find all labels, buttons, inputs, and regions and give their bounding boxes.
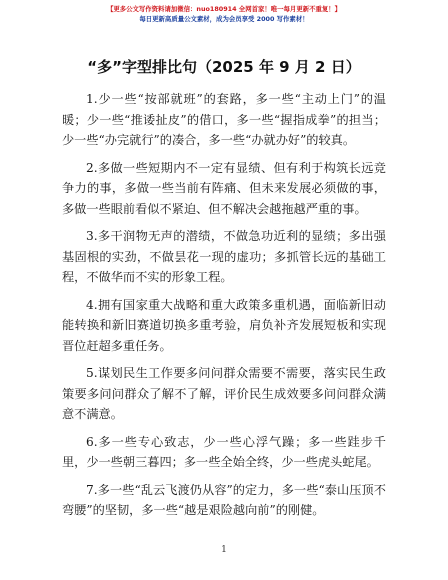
paragraph-7: 7.多一些“乱云飞渡仍从容”的定力，多一些“泰山压顶不弯腰”的坚韧，多一些“越是艰险越向前”的刚健。: [62, 482, 386, 517]
banner-member-line: 每日更新高质量公文素材，成为会员享受 2000 写作素材！: [139, 15, 309, 23]
paragraph-3: 3.多干润物无声的潜绩，不做急功近利的显绩；多出强基固根的实劲，不做昙花一现的虚功；多抓管长远的基础工程，不做华而不实的形象工程。: [62, 229, 386, 284]
paragraph-4: 4.拥有国家重大战略和重大政策多重机遇，面临新旧动能转换和新旧赛道切换多重考验，肩负补齐发展短板和实现晋位赶超多重任务。: [62, 297, 386, 353]
page-number: 1: [221, 545, 227, 555]
document-title: “多”字型排比句（2025 年 9 月 2 日）: [87, 58, 361, 76]
header-banner: [0, 4, 448, 24]
paragraph-1: 1.少一些“按部就班”的套路，多一些“主动上门”的温暖；少一些“推诿扯皮”的借口，多一些“握指成拳”的担当；少一些“办完就行”的凑合，多一些“办就办好”的较真。: [62, 92, 386, 147]
paragraph-6: 6.多一些专心致志，少一些心浮气躁；多一些跬步千里，少一些朝三暮四；多一些全始全终，少一些虎头蛇尾。: [62, 434, 386, 469]
paragraph-5: 5.谋划民生工作要多问问群众需要不需要，落实民生政策要多问问群众了解不了解，评价民生成效要多问问群众满意不满意。: [62, 366, 386, 421]
banner-promo-line: 【更多公文写作资料请加微信：nuo180914 全网首家！唯一每月更新不重复！】: [106, 5, 342, 13]
document-body: [62, 89, 386, 528]
paragraph-2: 2.多做一些短期内不一定有显绩、但有利于构筑长远竞争力的事，多做一些当前有阵痛、但未来发展必须做的事，多做一些眼前看似不紧迫、但不解决会越拖越严重的事。: [62, 160, 386, 216]
